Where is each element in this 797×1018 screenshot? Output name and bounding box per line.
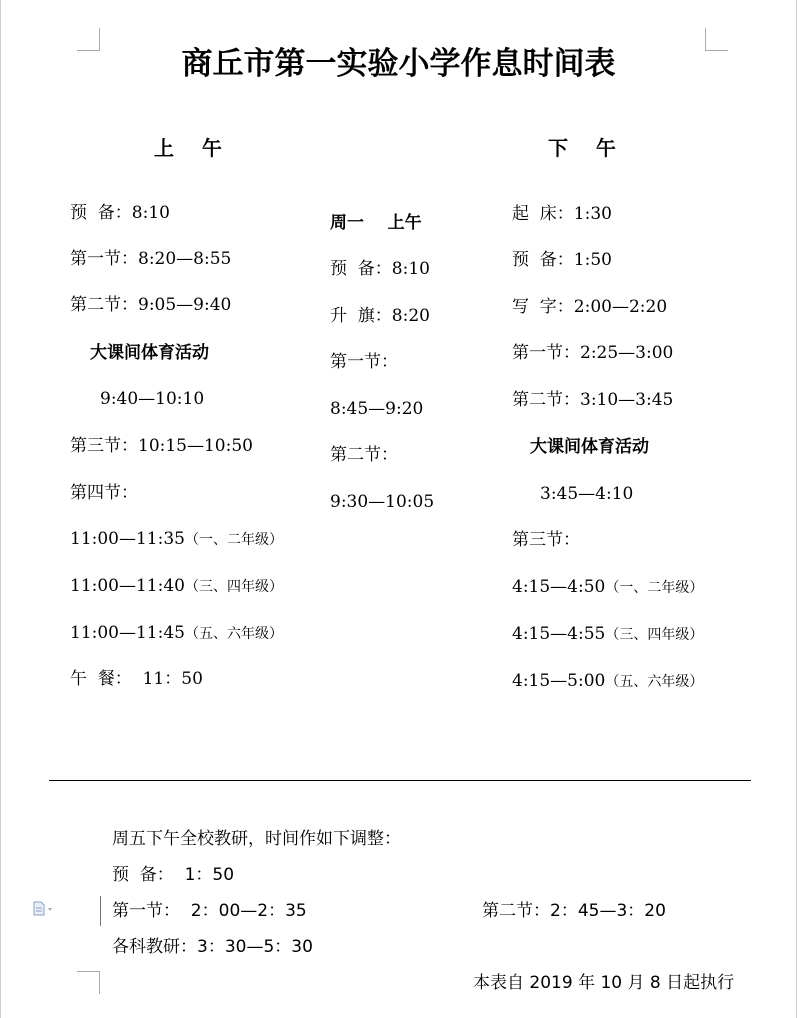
- morning-activity-time: 9:40—10:10: [100, 389, 205, 409]
- grade-note: （五、六年级）: [605, 674, 704, 690]
- morning-period-1: 第一节：8:20—8:55: [70, 249, 232, 269]
- afternoon-period-3-grade34: [512, 623, 703, 646]
- afternoon-period-3-grade56: [512, 670, 703, 693]
- morning-period-3: 第三节：10:15—10:50: [70, 436, 253, 456]
- time: 11:00—11:40: [70, 576, 185, 596]
- text-cursor-bar: [100, 896, 101, 926]
- afternoon-wake: 起 床：1:30: [512, 204, 612, 224]
- monday-period-1-time: 8:45—9:20: [330, 399, 424, 419]
- grade-note: （一、二年级）: [605, 580, 704, 596]
- time: 4:15—4:50: [512, 577, 606, 597]
- section-divider: [49, 780, 751, 781]
- grade-note: （五、六年级）: [184, 626, 283, 642]
- afternoon-activity-label: 大课间体育活动: [530, 437, 649, 457]
- time: 11:00—11:35: [70, 529, 185, 549]
- monday-flag-raising: 升 旗：8:20: [330, 306, 430, 326]
- friday-prep: 预 备： 1：50: [112, 865, 235, 885]
- morning-prep: 预 备：8:10: [70, 203, 170, 223]
- morning-heading: 上 午: [154, 136, 222, 160]
- friday-research: 各科教研：3：30—5：30: [112, 937, 313, 957]
- friday-intro: 周五下午全校教研，时间作如下调整：: [112, 829, 401, 849]
- morning-period-4-label: 第四节：: [70, 483, 138, 503]
- monday-period-1-label: 第一节：: [330, 352, 398, 372]
- time: 4:15—4:55: [512, 624, 606, 644]
- morning-period-2: 第二节：9:05—9:40: [70, 295, 232, 315]
- afternoon-heading: 下 午: [548, 136, 616, 160]
- morning-lunch: 午 餐： 11：50: [70, 669, 203, 689]
- time: 11:00—11:45: [70, 623, 185, 643]
- page-edge-left: [0, 0, 1, 1018]
- friday-period-2: 第二节：2：45—3：20: [482, 901, 666, 921]
- afternoon-period-3-grade12: [512, 576, 703, 599]
- afternoon-activity-time: 3:45—4:10: [540, 484, 634, 504]
- monday-period-2-time: 9:30—10:05: [330, 492, 435, 512]
- effective-date: 本表自 2019 年 10 月 8 日起执行: [473, 973, 735, 993]
- grade-note: （三、四年级）: [184, 579, 283, 595]
- afternoon-writing: 写 字：2:00—2:20: [512, 297, 668, 317]
- monday-period-2-label: 第二节：: [330, 445, 398, 465]
- afternoon-period-2: 第二节：3:10—3:45: [512, 390, 674, 410]
- grade-note: （一、二年级）: [184, 532, 283, 548]
- monday-heading: 周一 上午: [330, 213, 422, 233]
- morning-activity-label: 大课间体育活动: [90, 343, 209, 363]
- afternoon-period-3-label: 第三节：: [512, 530, 580, 550]
- page-title: 商丘市第一实验小学作息时间表: [181, 46, 616, 82]
- morning-period-4-grade12: [70, 528, 283, 551]
- morning-period-4-grade56: [70, 622, 283, 645]
- corner-mark-bottom-left: [77, 971, 100, 994]
- monday-prep: 预 备：8:10: [330, 259, 430, 279]
- friday-period-1: 第一节： 2：00—2：35: [112, 901, 307, 921]
- time: 4:15—5:00: [512, 671, 606, 691]
- afternoon-period-1: 第一节：2:25—3:00: [512, 343, 674, 363]
- afternoon-prep: 预 备：1:50: [512, 250, 612, 270]
- morning-period-4-grade34: [70, 575, 283, 598]
- document-icon[interactable]: [31, 900, 57, 918]
- grade-note: （三、四年级）: [605, 627, 704, 643]
